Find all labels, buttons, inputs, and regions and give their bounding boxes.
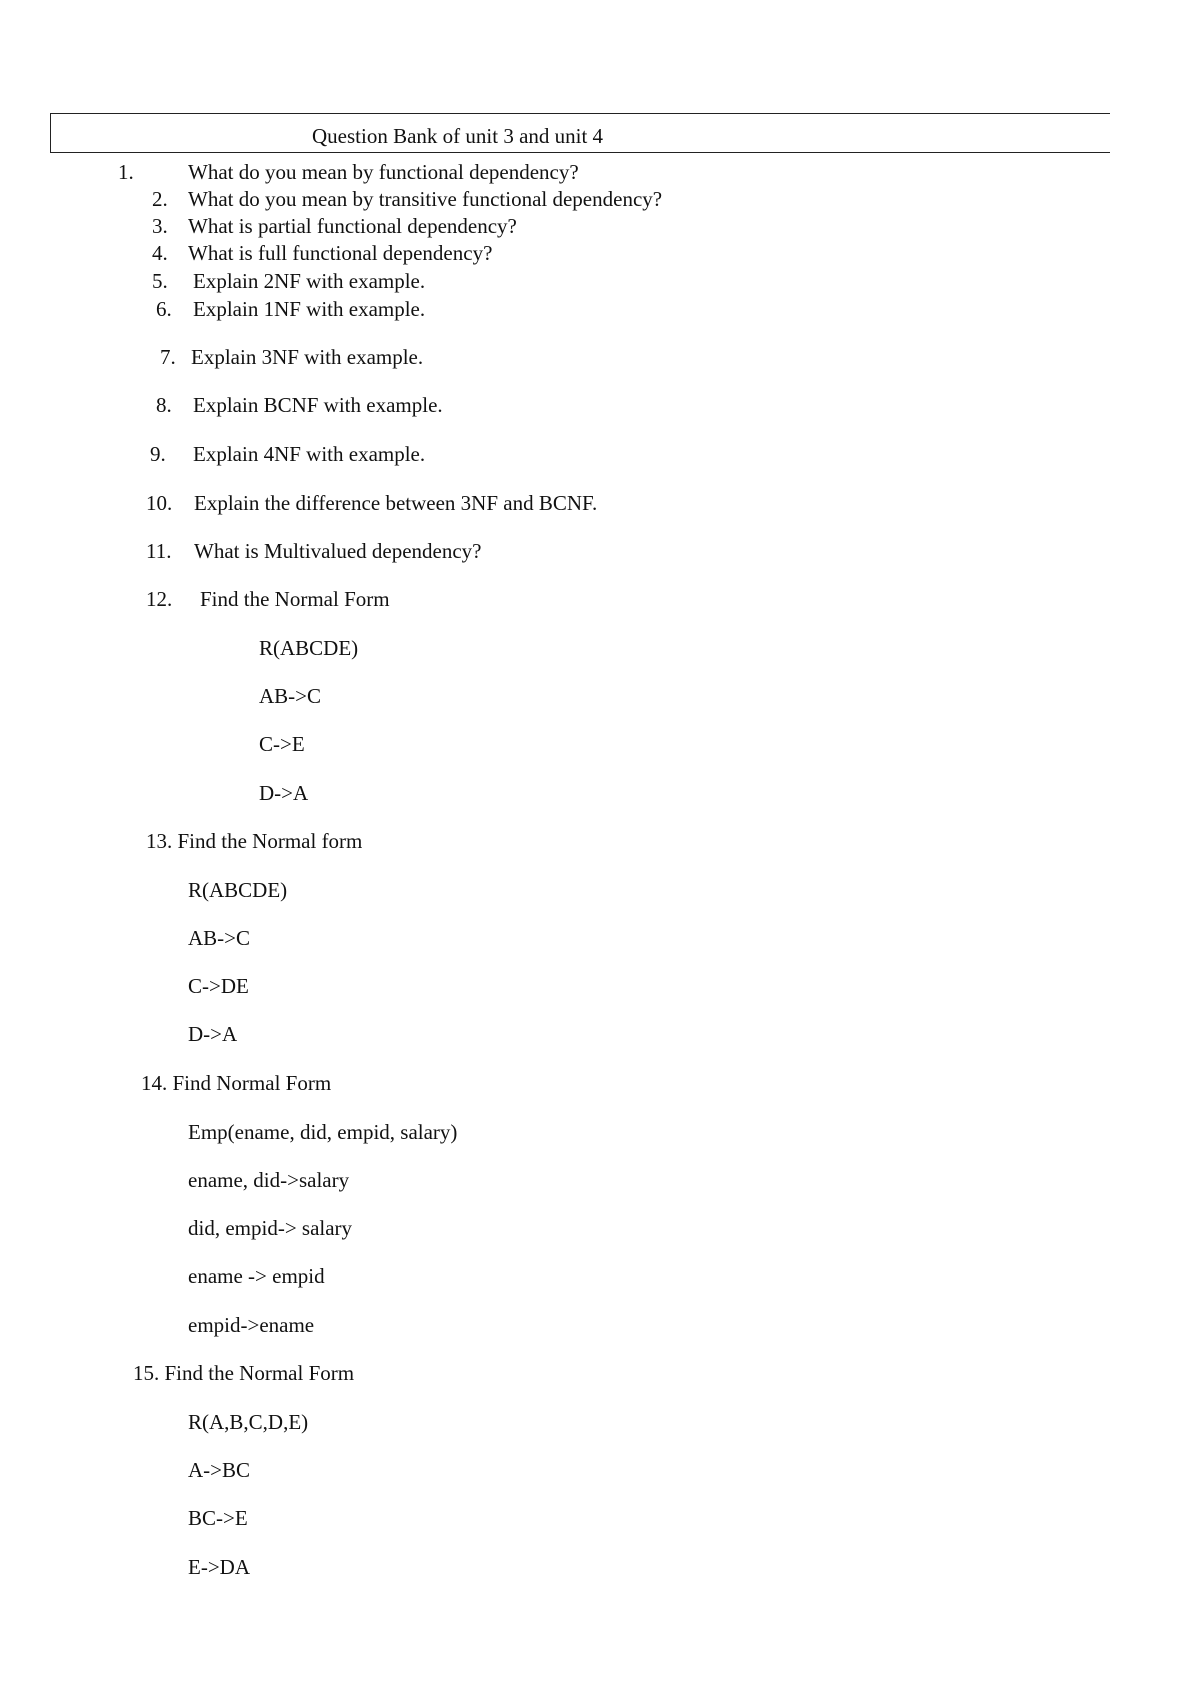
dependency-line: D->A [188,1022,238,1046]
dependency-line: C->DE [188,974,249,998]
question-number: 8. [156,393,172,417]
dependency-line: ename -> empid [188,1264,325,1288]
question-number: 5. [152,269,168,293]
dependency-line: AB->C [259,684,322,708]
question-number: 2. [152,187,168,211]
question-text: Find the Normal Form [200,587,390,611]
dependency-line: BC->E [188,1506,248,1530]
dependency-line: A->BC [188,1458,251,1482]
dependency-line: E->DA [188,1555,250,1579]
dependency-line: C->E [259,732,305,756]
dependency-line: ename, did->salary [188,1168,350,1192]
question-number: 7. [160,345,176,369]
question-text: Explain 1NF with example. [193,297,426,321]
question-number: 1. [118,160,134,184]
question-number: 3. [152,214,168,238]
question-text: Explain 3NF with example. [191,345,424,369]
dependency-line: empid->ename [188,1313,315,1337]
question-number: 9. [150,442,166,466]
question-text: Explain the difference between 3NF and BCNF. [194,491,598,515]
question-text: Explain 2NF with example. [193,269,426,293]
dependency-line: R(ABCDE) [259,636,359,660]
dependency-line: D->A [259,781,309,805]
question-number: 10. [146,491,173,515]
page-title: Question Bank of unit 3 and unit 4 [312,124,604,148]
question-text: 15. Find the Normal Form [133,1361,355,1385]
dependency-line: did, empid-> salary [188,1216,353,1240]
question-text: Explain BCNF with example. [193,393,443,417]
dependency-line: R(ABCDE) [188,878,288,902]
question-number: 6. [156,297,172,321]
question-text: What do you mean by transitive functional dependency? [188,187,663,211]
question-text: Explain 4NF with example. [193,442,426,466]
dependency-line: R(A,B,C,D,E) [188,1410,309,1434]
question-number: 12. [146,587,173,611]
question-text: What is full functional dependency? [188,241,493,265]
question-number: 11. [146,539,172,563]
question-text: 13. Find the Normal form [146,829,363,853]
question-text: What is partial functional dependency? [188,214,517,238]
question-text: What do you mean by functional dependency? [188,160,579,184]
question-text: What is Multivalued dependency? [194,539,482,563]
dependency-line: AB->C [188,926,251,950]
dependency-line: Emp(ename, did, empid, salary) [188,1120,458,1144]
question-number: 4. [152,241,168,265]
question-text: 14. Find Normal Form [141,1071,332,1095]
